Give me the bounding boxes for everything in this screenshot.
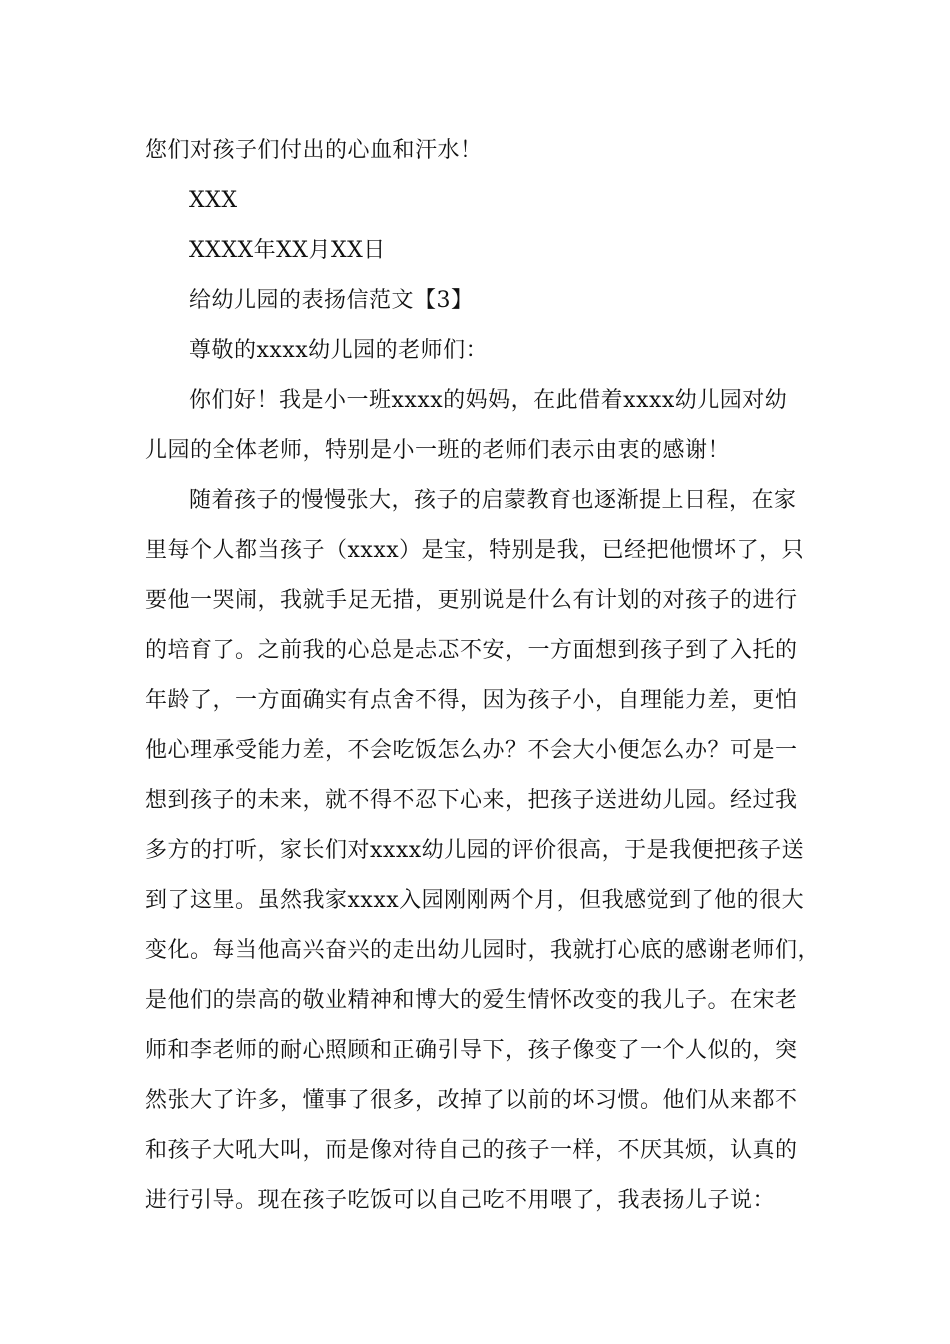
- text-line: 是他们的崇高的敬业精神和博大的爱生情怀改变的我儿子。在宋老: [145, 988, 798, 1013]
- text-line: 要他一哭闹，我就手足无措，更别说是什么有计划的对孩子的进行: [145, 588, 798, 613]
- text-line: 的培育了。之前我的心总是忐忑不安，一方面想到孩子到了入托的: [145, 638, 798, 663]
- text-line: 里每个人都当孩子（xxxx）是宝，特别是我，已经把他惯坏了，只: [145, 538, 805, 563]
- text-line: 年龄了，一方面确实有点舍不得，因为孩子小，自理能力差，更怕: [145, 688, 798, 713]
- signature-date: XXXX年XX月XX日: [189, 238, 386, 263]
- signature-name: XXX: [189, 188, 238, 213]
- text-line: 他心理承受能力差，不会吃饭怎么办？不会大小便怎么办？可是一: [145, 738, 798, 763]
- text-line: 随着孩子的慢慢张大，孩子的启蒙教育也逐渐提上日程，在家: [189, 488, 797, 513]
- salutation: 尊敬的xxxx幼儿园的老师们：: [189, 338, 489, 363]
- text-line: 和孩子大吼大叫，而是像对待自己的孩子一样，不厌其烦，认真的: [145, 1138, 798, 1163]
- text-line: 想到孩子的未来，就不得不忍下心来，把孩子送进幼儿园。经过我: [145, 788, 798, 813]
- text-line: 师和李老师的耐心照顾和正确引导下，孩子像变了一个人似的，突: [145, 1038, 798, 1063]
- text-line: 你们好！我是小一班xxxx的妈妈，在此借着xxxx幼儿园对幼: [189, 388, 788, 413]
- text-line: 多方的打听，家长们对xxxx幼儿园的评价很高，于是我便把孩子送: [145, 838, 805, 863]
- text-line: 您们对孩子们付出的心血和汗水！: [145, 138, 483, 163]
- text-line: 儿园的全体老师，特别是小一班的老师们表示由衷的感谢！: [145, 438, 731, 463]
- text-line: 变化。每当他高兴奋兴的走出幼儿园时，我就打心底的感谢老师们，: [145, 938, 821, 963]
- text-line: 然张大了许多，懂事了很多，改掉了以前的坏习惯。他们从来都不: [145, 1088, 798, 1113]
- section-title: 给幼儿园的表扬信范文【3】: [189, 288, 474, 313]
- text-line: 到了这里。虽然我家xxxx入园刚刚两个月，但我感觉到了他的很大: [145, 888, 805, 913]
- text-line: 进行引导。现在孩子吃饭可以自己吃不用喂了，我表扬儿子说：: [145, 1188, 776, 1213]
